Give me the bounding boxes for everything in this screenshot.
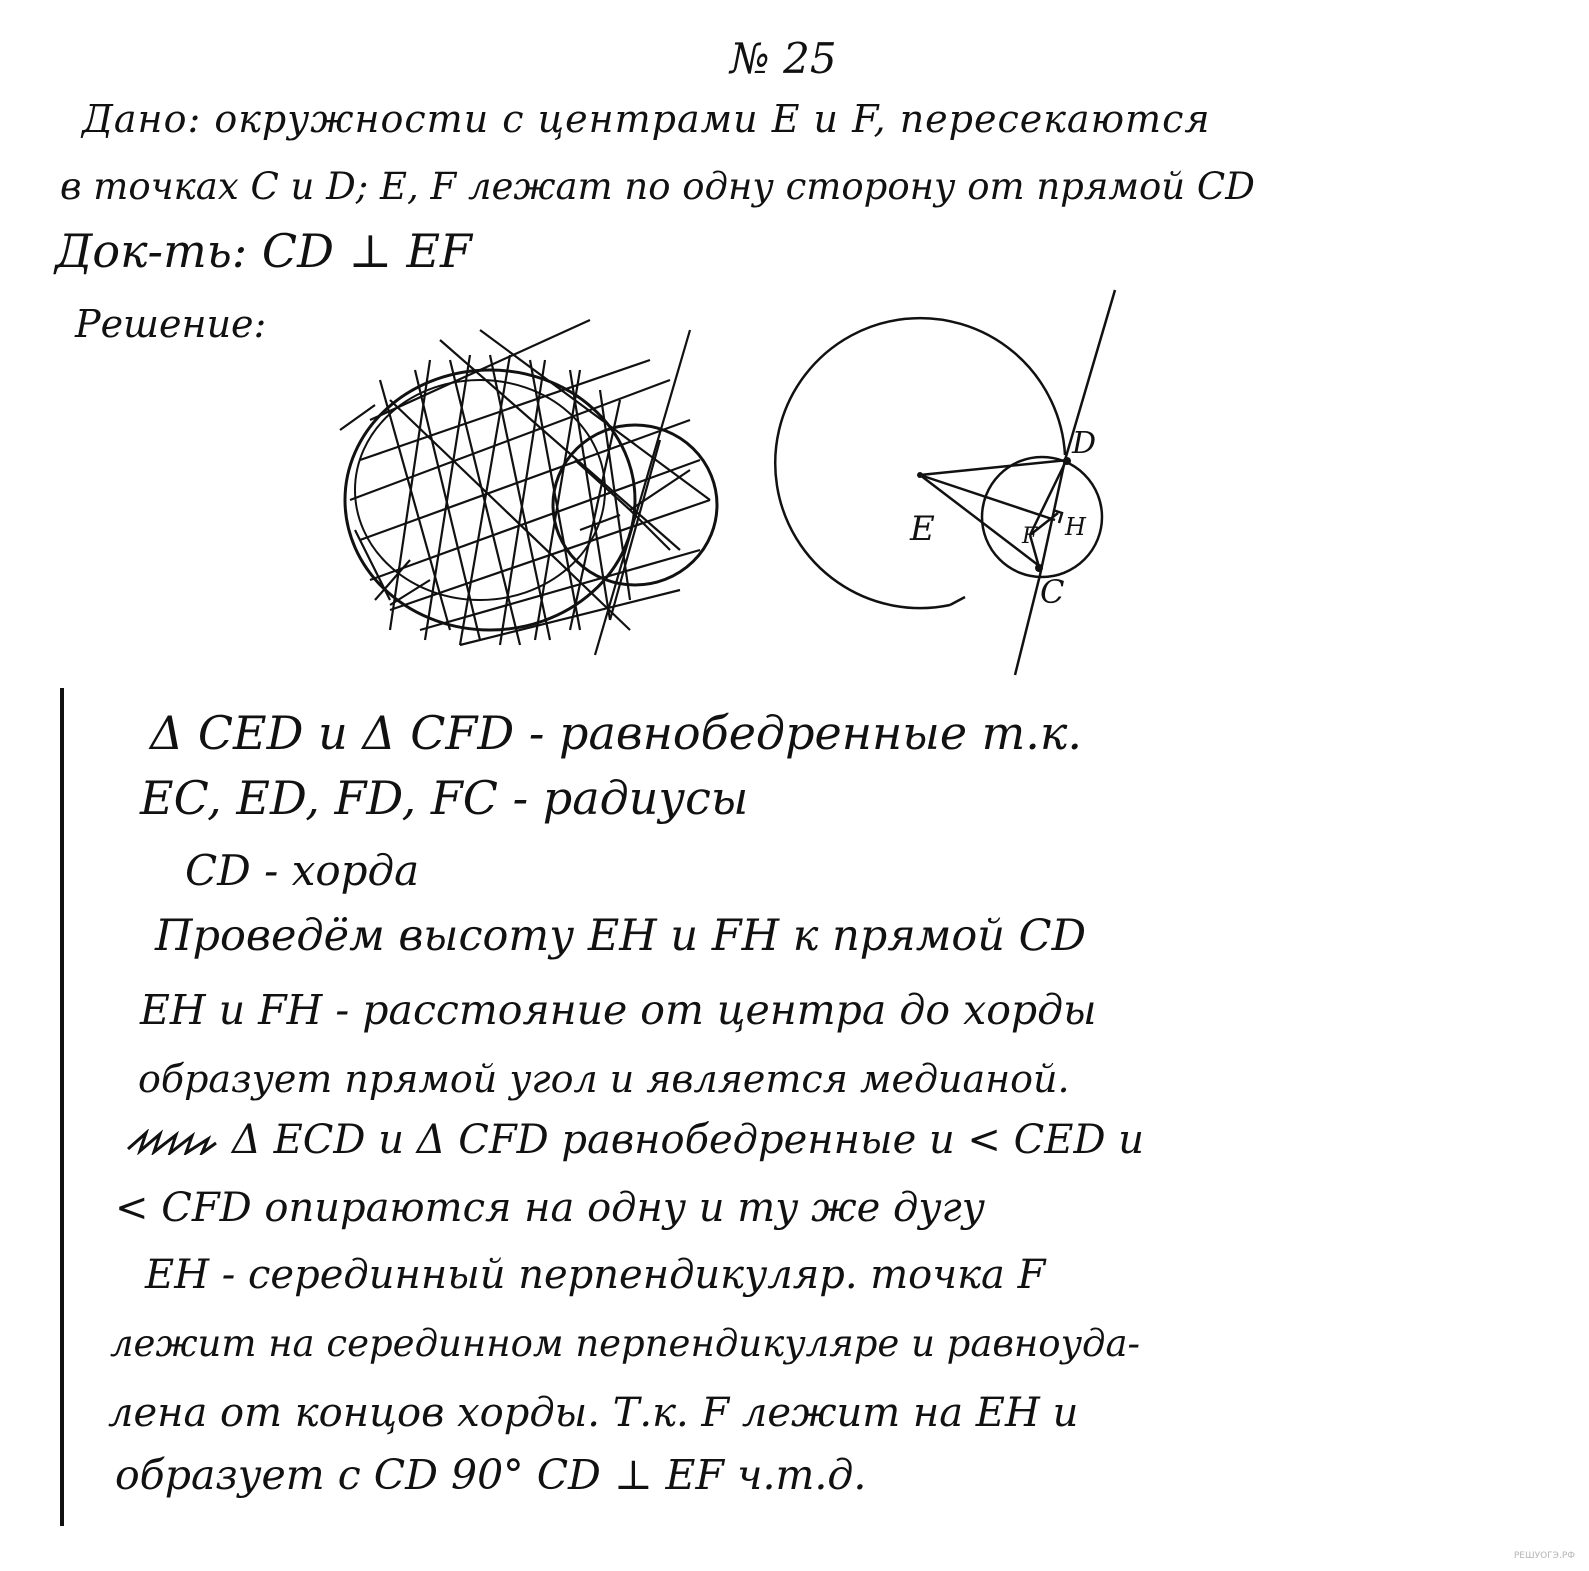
point-e (917, 472, 923, 478)
solution-line-12: образует с CD 90° CD ⊥ EF ч.т.д. (115, 1451, 867, 1499)
label-f: F (1022, 524, 1038, 549)
label-d: D (1072, 426, 1097, 461)
segment-ed (920, 460, 1068, 475)
circle-e (775, 318, 1065, 608)
line-cd (1015, 290, 1115, 675)
solution-line-8: < CFD опираются на одну и ту же дугу (115, 1185, 985, 1231)
label-c: C (1040, 573, 1065, 611)
crossed-out-drawing (330, 300, 730, 660)
solution-line-1: Δ CED и Δ CFD - равнобедренные т.к. (150, 706, 1082, 760)
crossed-out-scribble (126, 1129, 218, 1155)
point-d (1063, 457, 1071, 465)
problem-number: № 25 (730, 34, 837, 83)
solution-line-11: лена от концов хорды. Т.к. F лежит на EH и (108, 1390, 1079, 1436)
solution-line-9: EH - серединный перпендикуляр. точка F (145, 1252, 1046, 1298)
scribble-strokes (340, 320, 710, 655)
segment-eh (920, 475, 1055, 520)
prove-statement: Док-ть: CD ⊥ EF (55, 224, 472, 278)
watermark: РЕШУОГЭ.РФ (1513, 1551, 1575, 1561)
point-c (1035, 564, 1043, 572)
solution-line-3: CD - хорда (185, 846, 420, 895)
label-h: H (1065, 513, 1086, 541)
label-e: E (910, 509, 935, 549)
geometry-figure (810, 285, 1130, 685)
given-line-1: Дано: окружности с центрами E и F, пересекаются (82, 97, 1211, 141)
solution-line-2: EC, ED, FD, FC - радиусы (140, 771, 749, 825)
solution-label: Решение: (75, 302, 267, 346)
solution-line-4: Проведём высоту EH и FH к прямой CD (155, 911, 1087, 961)
solution-line-5: EH и FH - расстояние от центра до хорды (140, 986, 1097, 1034)
solution-line-7: Δ ECD и Δ CFD равнобедренные и < CED и (232, 1117, 1145, 1163)
solution-line-6: образует прямой угол и является медианой. (138, 1057, 1070, 1101)
given-line-2: в точках C и D; E, F лежат по одну сторону от прямой CD (60, 165, 1255, 208)
solution-margin-line (60, 688, 64, 1526)
segment-ec (920, 475, 1038, 565)
solution-line-10: лежит на серединном перпендикуляре и равноуда- (110, 1322, 1141, 1365)
